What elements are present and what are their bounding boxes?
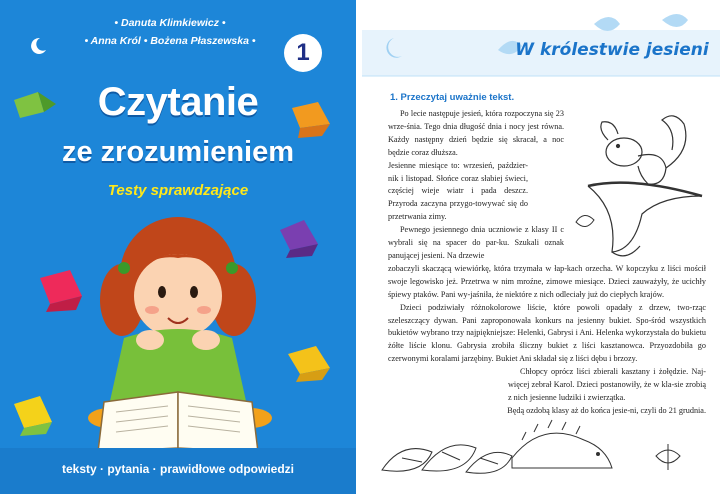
paragraph: Pewnego jesiennego dnia uczniowie z klasy II c wybrali się na spacer do par-ku. Szukali oznak panującej jesieni. Na drzewie [388,225,564,260]
paragraph: Dzieci podziwiały różnokolorowe liście, które powoli opadały z drzew, two-rząc szeleszczący dywan. Pani zaproponowała konkurs na jesienny bukiet. Spo-śród wszystkich bukietów wybrano trzy najpiękniejsze: Helenki, Gabrysi i Ani. Helenka wykorzystała do bukietu żółte liście klonu. Gabrysia zrobiła śliczny bukiet z liści kasztanowca. Przyozdobiła go czerwonymi koralami jarzębiny. Bukiet Ani składał się z liści dębu i brzozy. [388,302,706,364]
paragraph: Będą ozdobą klasy aż do końca jesie-ni, czyli do 21 grudnia. [507,405,706,415]
leaf-pile-illustration [382,445,512,473]
worksheet-page [362,0,720,494]
book-cover [0,0,356,494]
flying-book-icon [14,92,56,118]
cover-title-line-2: ze zrozumieniem [61,136,295,168]
task-instruction: 1. Przeczytaj uważnie tekst. [390,92,515,103]
author-line-1: • Danuta Klimkiewicz • [114,17,226,29]
paragraph: zobaczyli skaczącą wiewiórkę, która trzymała w łap-kach orzecha. W kopczyku z liści mościł swoje legowisko jeż. Przetrwa w nim mroźne, zimowe miesiące. Dzieci zauważyły, że ucichły śpiewy ptaków. Pani wy-jaśniła, że niektóre z nich odleciały już do ciepłych krajów. [388,263,706,299]
cover-subtitle: Testy sprawdzające [107,182,249,199]
leaf-icon [656,444,680,470]
author-line-2: • Anna Król • Bożena Płaszewska • [84,35,256,47]
leaf-icon [662,14,688,27]
paragraph: Chłopcy oprócz liści zbierali kasztany i żołędzie. Naj-więcej zebrał Karol. Dzieci postanowiły, że w kla-sie zrobią z nich jesienne ludziki i zwierzątka. [508,367,706,402]
paragraph: Po lecie następuje jesień, która rozpoczyna się 23 wrze-śnia. Tego dnia długość dnia i nocy jest równa. Każdy następny dzień będzie się skracał, a noc będzie coraz dłuższa. [388,109,564,157]
flying-book-icon [288,346,330,382]
open-book-icon [98,392,258,452]
hedgehog-illustration [512,420,612,468]
cover-title-line-1: Czytanie [97,80,259,124]
volume-badge: 1 [284,34,322,72]
cover-footer: teksty · pytania · prawidłowe odpowiedzi [61,462,295,476]
cover-illustration [0,0,356,494]
reading-text [388,108,706,418]
flying-book-icon [280,220,318,258]
paragraph: Jesienne miesiące to: wrzesień, paździer-nik i listopad. Słońce coraz słabiej świeci, częściej wieje wiatr i pada deszcz. Przyroda zaczyna przygo-towywać się do przetrwania zimy. [388,160,528,222]
page-title: W królestwie jesieni [515,40,709,60]
flying-book-icon [292,102,330,138]
flying-book-icon [40,270,82,312]
leaf-icon [594,17,620,31]
flying-book-icon [14,396,52,436]
